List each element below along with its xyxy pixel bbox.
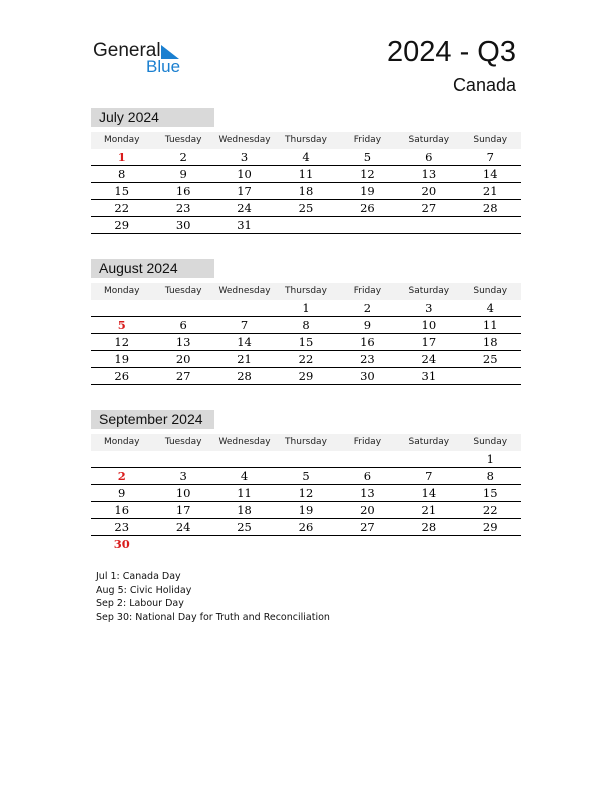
day-cell — [214, 300, 275, 316]
week-row — [91, 300, 521, 317]
week-row — [91, 183, 521, 200]
holiday-note: Aug 5: Civic Holiday — [96, 584, 192, 596]
day-cell: 31 — [421, 369, 437, 383]
generalblue-logo — [93, 40, 193, 80]
weekday-header-row — [91, 132, 521, 149]
day-cell: 14 — [237, 335, 252, 349]
day-cell: 4 — [486, 301, 494, 315]
week-row — [91, 317, 521, 334]
day-cell — [275, 217, 336, 233]
day-cell: 24 — [237, 201, 252, 215]
day-cell: 8 — [118, 167, 126, 181]
day-cell — [460, 368, 521, 384]
day-cell: 3 — [425, 301, 433, 315]
holiday-note: Sep 30: National Day for Truth and Reconciliation — [96, 611, 330, 623]
day-cell: 16 — [360, 335, 375, 349]
week-row — [91, 166, 521, 183]
day-cell: 29 — [298, 369, 314, 383]
day-cell: 19 — [360, 184, 375, 198]
day-cell — [152, 300, 213, 316]
day-cell: 8 — [486, 469, 494, 483]
day-cell: 7 — [240, 318, 249, 332]
day-cell: 15 — [298, 335, 314, 349]
month-block — [91, 410, 521, 552]
day-cell: 18 — [298, 184, 314, 198]
day-cell: 15 — [482, 486, 498, 500]
day-cell — [398, 217, 459, 233]
weekday-label: Thursday — [285, 135, 327, 145]
day-cell: 27 — [421, 201, 437, 215]
weekday-label: Wednesday — [218, 286, 271, 296]
day-cell: 24 — [175, 520, 191, 534]
weekday-label: Monday — [103, 286, 140, 296]
day-cell — [91, 300, 152, 316]
day-cell: 8 — [302, 318, 310, 332]
day-cell: 23 — [114, 520, 130, 534]
day-cell: 22 — [298, 352, 314, 366]
day-cell: 17 — [175, 503, 191, 517]
day-cell: 10 — [237, 167, 252, 181]
country-name: Canada — [452, 75, 516, 95]
page-title: 2024 - Q3 — [387, 36, 516, 68]
week-row — [91, 451, 521, 468]
day-cell: 18 — [237, 503, 252, 517]
day-cell: 29 — [482, 520, 498, 534]
day-cell: 5 — [117, 318, 126, 332]
day-cell: 26 — [114, 369, 130, 383]
day-cell: 25 — [482, 352, 498, 366]
week-row — [91, 519, 521, 536]
day-cell — [275, 536, 336, 552]
weekday-label: Sunday — [473, 437, 508, 447]
weekday-label: Monday — [103, 437, 140, 447]
day-cell: 21 — [237, 352, 252, 366]
day-cell: 26 — [360, 201, 375, 215]
day-cell — [214, 536, 275, 552]
day-cell: 21 — [421, 503, 437, 517]
day-cell: 6 — [425, 150, 433, 164]
weekday-label: Tuesday — [164, 135, 202, 145]
holiday-notes — [96, 570, 330, 624]
week-row — [91, 351, 521, 368]
logo-word-general: General — [93, 40, 161, 61]
day-cell: 10 — [421, 318, 437, 332]
day-cell: 19 — [298, 503, 314, 517]
day-cell: 1 — [117, 150, 126, 164]
week-row — [91, 368, 521, 385]
day-cell: 6 — [179, 318, 187, 332]
week-row — [91, 536, 521, 552]
day-cell: 20 — [360, 503, 375, 517]
month-label: September 2024 — [91, 410, 214, 429]
day-cell: 12 — [114, 335, 130, 349]
day-cell: 17 — [237, 184, 252, 198]
weekday-label: Friday — [353, 437, 382, 447]
day-cell: 13 — [360, 486, 375, 500]
day-cell: 11 — [482, 318, 498, 332]
day-cell: 30 — [175, 218, 191, 232]
day-cell: 5 — [302, 469, 310, 483]
weekday-header-row — [91, 283, 521, 300]
day-cell: 6 — [363, 469, 372, 483]
day-cell: 24 — [421, 352, 437, 366]
day-cell: 28 — [421, 520, 437, 534]
logo-word-blue: Blue — [146, 57, 181, 76]
day-cell: 22 — [482, 503, 498, 517]
day-cell: 14 — [421, 486, 437, 500]
day-cell: 2 — [363, 301, 372, 315]
holiday-note: Sep 2: Labour Day — [96, 598, 184, 609]
day-cell: 27 — [360, 520, 375, 534]
weekday-label: Thursday — [285, 286, 327, 296]
day-cell: 15 — [114, 184, 130, 198]
day-cell: 9 — [363, 318, 372, 332]
day-cell: 30 — [360, 369, 375, 383]
week-row — [91, 149, 521, 166]
weekday-label: Wednesday — [218, 437, 271, 447]
day-cell: 13 — [175, 335, 191, 349]
day-cell: 31 — [237, 218, 252, 232]
day-cell — [91, 451, 152, 467]
day-cell: 28 — [482, 201, 498, 215]
day-cell: 7 — [486, 150, 494, 164]
week-row — [91, 468, 521, 485]
day-cell — [337, 536, 398, 552]
day-cell: 16 — [114, 503, 130, 517]
day-cell: 12 — [298, 486, 314, 500]
day-cell: 30 — [113, 537, 130, 551]
day-cell: 5 — [363, 150, 372, 164]
week-row — [91, 200, 521, 217]
day-cell: 1 — [486, 452, 494, 466]
weekday-label: Sunday — [473, 135, 508, 145]
day-cell: 25 — [237, 520, 252, 534]
month-block — [91, 108, 521, 234]
week-row — [91, 485, 521, 502]
day-cell — [398, 536, 459, 552]
day-cell: 3 — [240, 150, 249, 164]
day-cell: 17 — [421, 335, 437, 349]
weekday-label: Saturday — [408, 437, 450, 447]
day-cell — [460, 536, 521, 552]
weekday-label: Friday — [353, 286, 382, 296]
day-cell: 23 — [175, 201, 191, 215]
day-cell — [152, 451, 213, 467]
week-row — [91, 217, 521, 234]
week-row — [91, 502, 521, 519]
day-cell: 11 — [237, 486, 252, 500]
day-cell: 7 — [425, 469, 433, 483]
day-cell: 19 — [114, 352, 130, 366]
month-block — [91, 259, 521, 385]
day-cell: 18 — [482, 335, 498, 349]
day-cell: 25 — [298, 201, 314, 215]
day-cell: 12 — [360, 167, 375, 181]
weekday-label: Wednesday — [218, 135, 271, 145]
day-cell: 21 — [482, 184, 498, 198]
day-cell — [337, 217, 398, 233]
day-cell: 9 — [179, 167, 187, 181]
day-cell: 20 — [175, 352, 191, 366]
day-cell — [275, 451, 336, 467]
holiday-note: Jul 1: Canada Day — [96, 571, 181, 582]
weekday-label: Thursday — [285, 437, 327, 447]
day-cell — [398, 451, 459, 467]
day-cell — [460, 217, 521, 233]
day-cell — [214, 451, 275, 467]
weekday-label: Tuesday — [164, 286, 202, 296]
weekday-label: Monday — [103, 135, 140, 145]
weekday-label: Sunday — [473, 286, 508, 296]
day-cell — [337, 451, 398, 467]
day-cell: 22 — [114, 201, 130, 215]
week-row — [91, 334, 521, 351]
day-cell: 10 — [175, 486, 191, 500]
month-label: August 2024 — [91, 259, 214, 278]
day-cell: 26 — [298, 520, 314, 534]
day-cell: 4 — [240, 469, 249, 483]
day-cell: 20 — [421, 184, 437, 198]
weekday-label: Tuesday — [164, 437, 202, 447]
day-cell: 4 — [302, 150, 310, 164]
day-cell: 27 — [175, 369, 191, 383]
day-cell: 1 — [302, 301, 310, 315]
weekday-label: Saturday — [408, 135, 450, 145]
day-cell — [152, 536, 213, 552]
day-cell: 3 — [179, 469, 187, 483]
weekday-header-row — [91, 434, 521, 451]
day-cell: 9 — [118, 486, 126, 500]
weekday-label: Friday — [353, 135, 382, 145]
weekday-label: Saturday — [408, 286, 450, 296]
month-label: July 2024 — [91, 108, 214, 127]
day-cell: 23 — [360, 352, 375, 366]
day-cell: 11 — [298, 167, 314, 181]
day-cell: 16 — [175, 184, 191, 198]
day-cell: 29 — [114, 218, 130, 232]
day-cell: 13 — [421, 167, 437, 181]
day-cell: 28 — [237, 369, 252, 383]
day-cell: 2 — [117, 469, 126, 483]
day-cell: 14 — [482, 167, 498, 181]
day-cell: 2 — [179, 150, 187, 164]
